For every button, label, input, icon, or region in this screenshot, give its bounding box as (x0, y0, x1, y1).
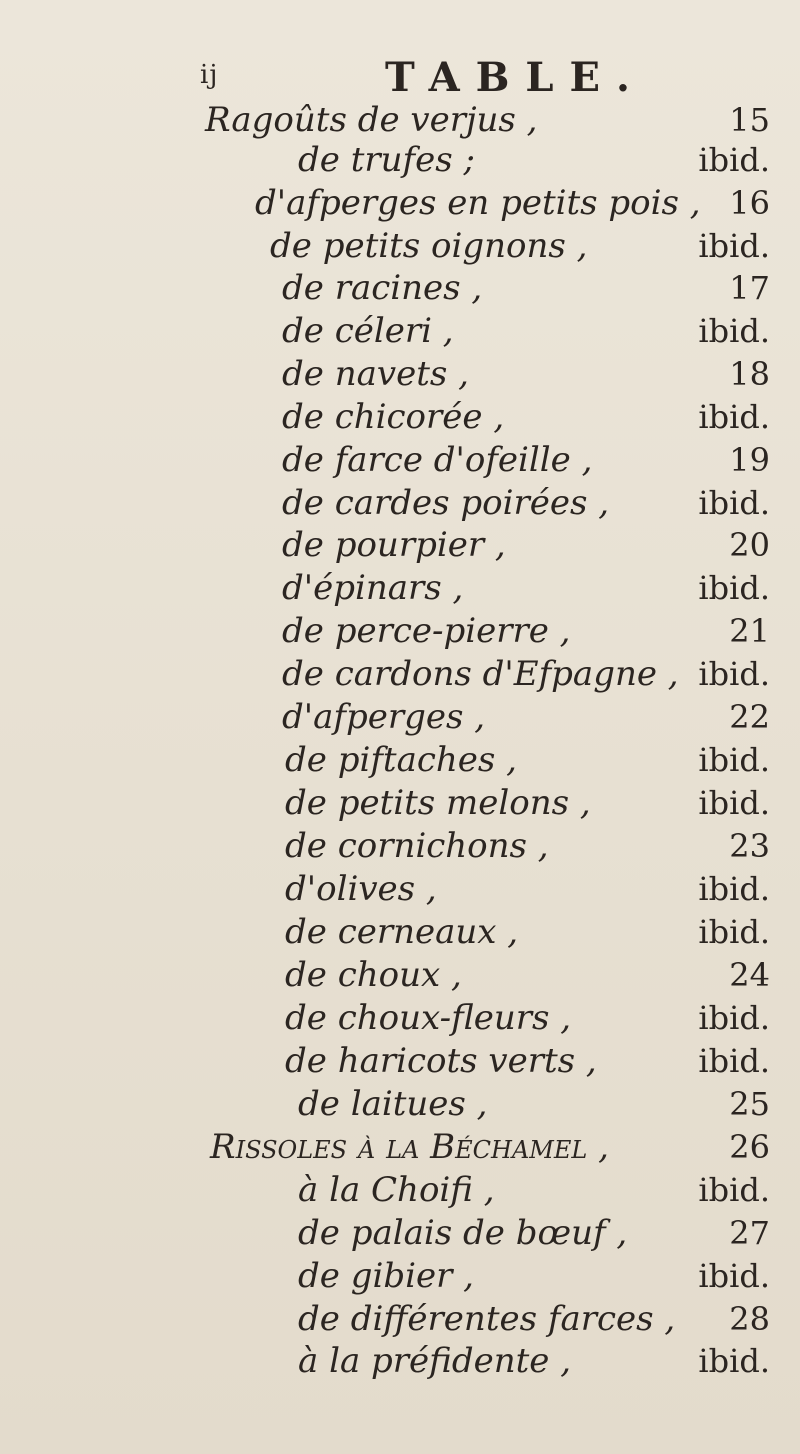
entry-label: de racines , (282, 268, 483, 308)
corner-mark: ij (200, 60, 219, 90)
entry-label: de farce d'ofeille , (282, 440, 593, 480)
index-entry (0, 912, 800, 952)
entry-label: à la préfidente , (298, 1341, 572, 1381)
index-entry (0, 525, 800, 565)
index-entry (0, 1084, 800, 1124)
index-entry (0, 183, 800, 223)
entry-label: Ragoûts de verjus , (205, 100, 538, 140)
index-entry (0, 354, 800, 394)
entry-page: ibid. (698, 655, 770, 693)
entry-label: de laitues , (298, 1084, 488, 1124)
index-entry (0, 697, 800, 737)
index-entry (0, 1127, 800, 1167)
entry-label: de céleri , (282, 311, 454, 351)
entry-page: 26 (729, 1128, 770, 1166)
entry-label: de chicorée , (282, 397, 505, 437)
index-entry (0, 826, 800, 866)
index-entry (0, 1299, 800, 1339)
entry-page: ibid. (698, 569, 770, 607)
index-entry (0, 611, 800, 651)
entry-page: 22 (729, 698, 770, 736)
index-entry (0, 783, 800, 823)
index-entry (0, 440, 800, 480)
entry-label: de cerneaux , (285, 912, 519, 952)
entry-page: ibid. (698, 870, 770, 908)
entry-label: de cardes poirées , (282, 483, 610, 523)
entry-page: 28 (729, 1300, 770, 1338)
index-entry (0, 654, 800, 694)
index-entry (0, 1256, 800, 1296)
index-entry (0, 140, 800, 180)
entry-label: de navets , (282, 354, 469, 394)
entry-page: 23 (729, 827, 770, 865)
index-entry (0, 268, 800, 308)
index-entry (0, 1213, 800, 1253)
entry-page: 21 (729, 612, 770, 650)
index-entry (0, 998, 800, 1038)
entry-page: 16 (729, 184, 770, 222)
entry-page: ibid. (698, 141, 770, 179)
index-entry (0, 311, 800, 351)
entry-label: d'afperges en petits pois , (255, 183, 701, 223)
entry-page: 18 (729, 355, 770, 393)
page-header: TABLE. (385, 54, 646, 101)
entry-page: 20 (729, 526, 770, 564)
entry-label: de petits oignons , (270, 226, 588, 266)
entry-page: ibid. (698, 913, 770, 951)
entry-page: 27 (729, 1214, 770, 1252)
entry-label: de haricots verts , (285, 1041, 597, 1081)
index-entry (0, 1170, 800, 1210)
index-entry (0, 955, 800, 995)
entry-label: de gibier , (298, 1256, 474, 1296)
index-entry (0, 226, 800, 266)
entry-label: de perce-pierre , (282, 611, 571, 651)
index-entry (0, 740, 800, 780)
index-entry (0, 483, 800, 523)
entry-label: de palais de bœuf , (298, 1213, 628, 1253)
entry-label: de petits melons , (285, 783, 591, 823)
entry-page: 19 (729, 441, 770, 479)
entry-label: de choux-fleurs , (285, 998, 572, 1038)
entry-label: de cornichons , (285, 826, 549, 866)
entry-page: ibid. (698, 1171, 770, 1209)
entry-label: de cardons d'Efpagne , (282, 654, 679, 694)
index-entry (0, 869, 800, 909)
entry-page: ibid. (698, 999, 770, 1037)
index-entry (0, 100, 800, 140)
index-entry (0, 1341, 800, 1381)
entry-page: ibid. (698, 784, 770, 822)
entry-page: 17 (729, 269, 770, 307)
entry-label: de trufes ; (298, 140, 475, 180)
entry-label: d'épinars , (282, 568, 464, 608)
entry-page: ibid. (698, 741, 770, 779)
index-entry (0, 568, 800, 608)
entry-label: de pourpier , (282, 525, 506, 565)
entry-page: ibid. (698, 1342, 770, 1380)
entry-label: Rissoles à la Béchamel , (210, 1127, 609, 1167)
entry-label: d'olives , (285, 869, 437, 909)
entry-page: 25 (729, 1085, 770, 1123)
entry-page: ibid. (698, 484, 770, 522)
entry-label: de choux , (285, 955, 462, 995)
entry-page: 24 (729, 956, 770, 994)
entry-page: ibid. (698, 312, 770, 350)
entry-label: de piftaches , (285, 740, 517, 780)
entry-page: ibid. (698, 1042, 770, 1080)
entry-page: 15 (729, 101, 770, 139)
entry-label: de différentes farces , (298, 1299, 676, 1339)
index-entry (0, 397, 800, 437)
entry-page: ibid. (698, 227, 770, 265)
entry-page: ibid. (698, 1257, 770, 1295)
entry-label: à la Choifi , (298, 1170, 495, 1210)
index-entry (0, 1041, 800, 1081)
entry-label: d'afperges , (282, 697, 486, 737)
entry-page: ibid. (698, 398, 770, 436)
